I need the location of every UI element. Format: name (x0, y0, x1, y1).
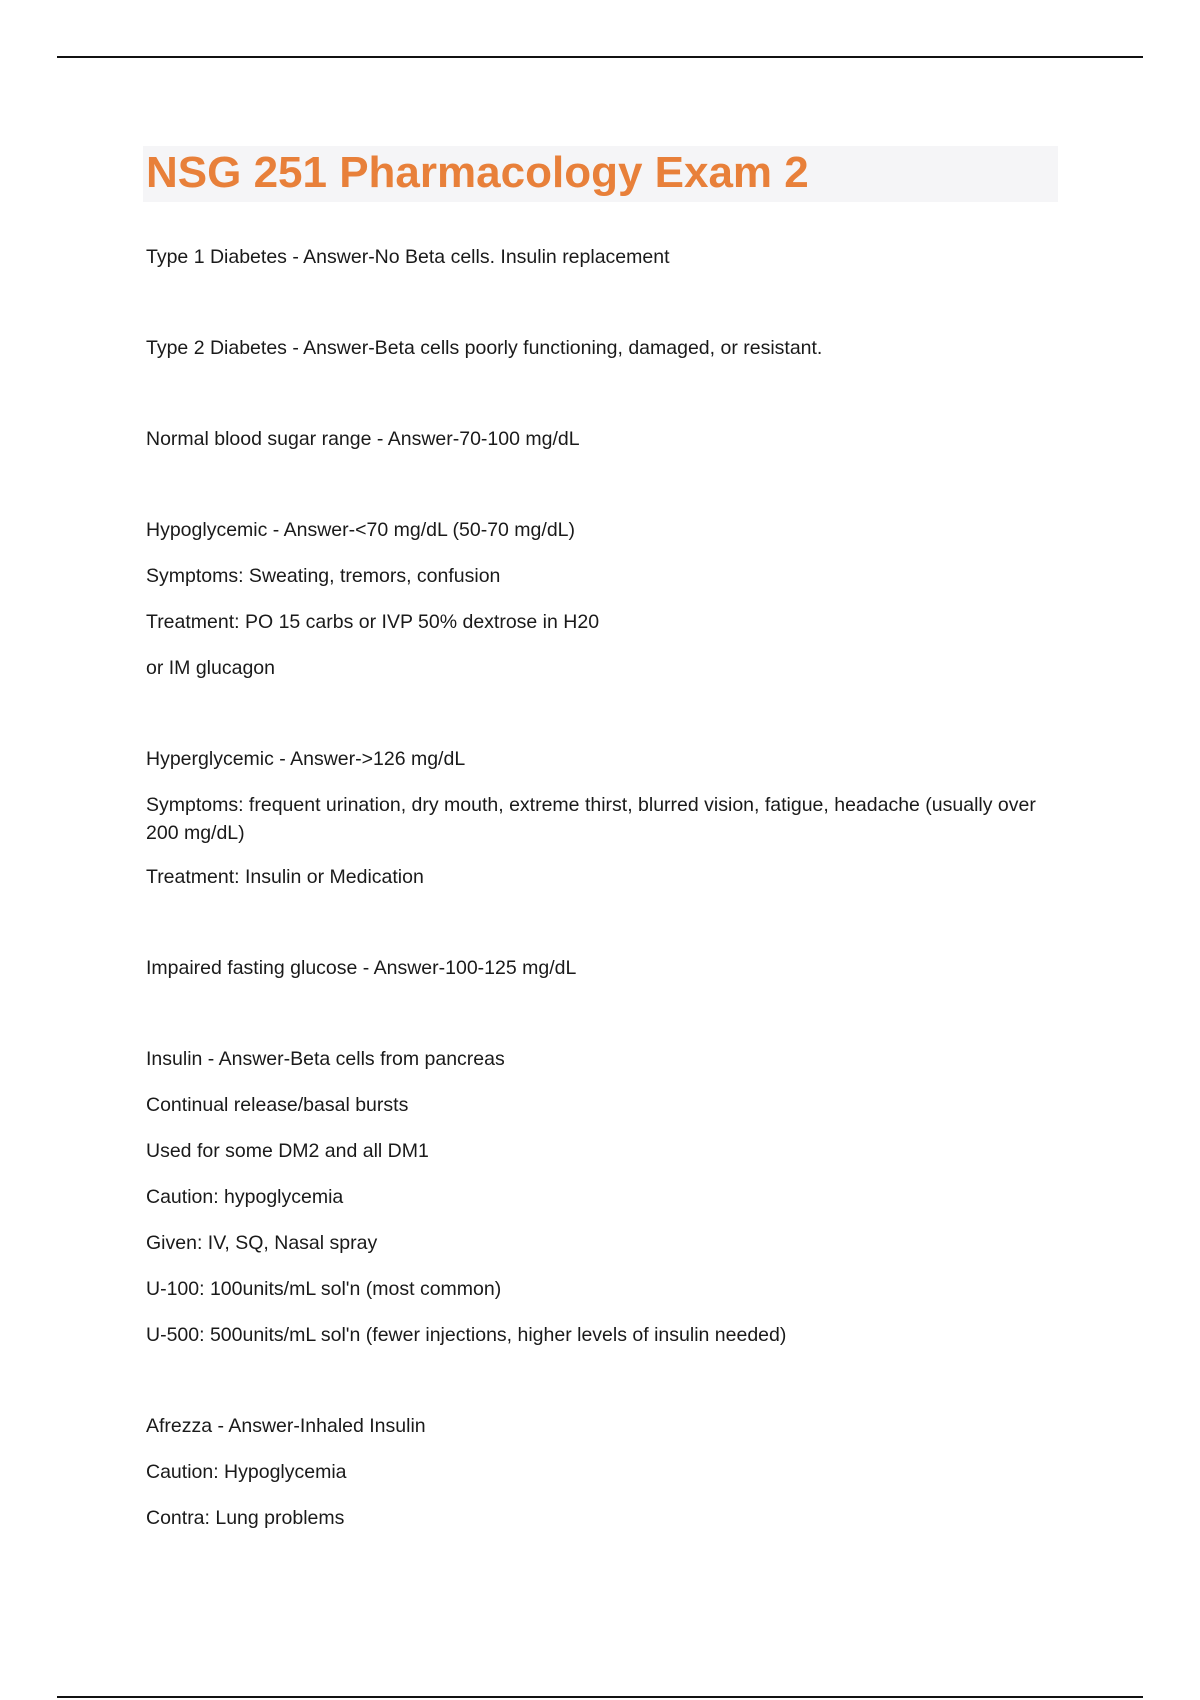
entry-line: Hyperglycemic - Answer->126 mg/dL (146, 748, 466, 770)
entry-line: Symptoms: Sweating, tremors, confusion (146, 565, 501, 587)
entry-line: Symptoms: frequent urination, dry mouth, extreme thirst, blurred vision, fatigue, headache (usually over 200 mg/dL) (146, 794, 1036, 844)
qa-entry (146, 954, 1046, 982)
entry-line: U-100: 100units/mL sol'n (most common) (146, 1278, 502, 1300)
qa-entry (146, 425, 1046, 453)
entry-line: Contra: Lung problems (146, 1507, 345, 1529)
entry-line: Continual release/basal bursts (146, 1094, 409, 1116)
entry-line: Given: IV, SQ, Nasal spray (146, 1232, 378, 1254)
entry-line: Hypoglycemic - Answer-<70 mg/dL (50-70 mg/dL) (146, 519, 575, 541)
entry-line: Used for some DM2 and all DM1 (146, 1140, 429, 1162)
page-top-rule (57, 56, 1143, 58)
entry-line: U-500: 500units/mL sol'n (fewer injections, higher levels of insulin needed) (146, 1324, 787, 1346)
entry-line: or IM glucagon (146, 657, 275, 679)
entry-line: Treatment: PO 15 carbs or IVP 50% dextrose in H20 (146, 611, 600, 633)
qa-entry (146, 243, 1046, 271)
entry-line: Treatment: Insulin or Medication (146, 866, 424, 888)
entry-line: Impaired fasting glucose - Answer-100-125 mg/dL (146, 957, 577, 979)
qa-entry (146, 1045, 1046, 1349)
entry-line: Type 2 Diabetes - Answer-Beta cells poorly functioning, damaged, or resistant. (146, 337, 823, 359)
entry-line: Caution: Hypoglycemia (146, 1461, 347, 1483)
qa-entry (146, 745, 1046, 891)
entry-line: Afrezza - Answer-Inhaled Insulin (146, 1415, 426, 1437)
qa-entry (146, 334, 1046, 362)
document-body (146, 243, 1046, 1550)
page-bottom-rule (57, 1696, 1143, 1698)
qa-entry (146, 1412, 1046, 1532)
page-title: NSG 251 Pharmacology Exam 2 (146, 148, 809, 197)
entry-line: Normal blood sugar range - Answer-70-100 mg/dL (146, 428, 580, 450)
entry-line: Insulin - Answer-Beta cells from pancreas (146, 1048, 505, 1070)
entry-line: Type 1 Diabetes - Answer-No Beta cells. Insulin replacement (146, 246, 670, 268)
qa-entry (146, 516, 1046, 682)
entry-line: Caution: hypoglycemia (146, 1186, 344, 1208)
